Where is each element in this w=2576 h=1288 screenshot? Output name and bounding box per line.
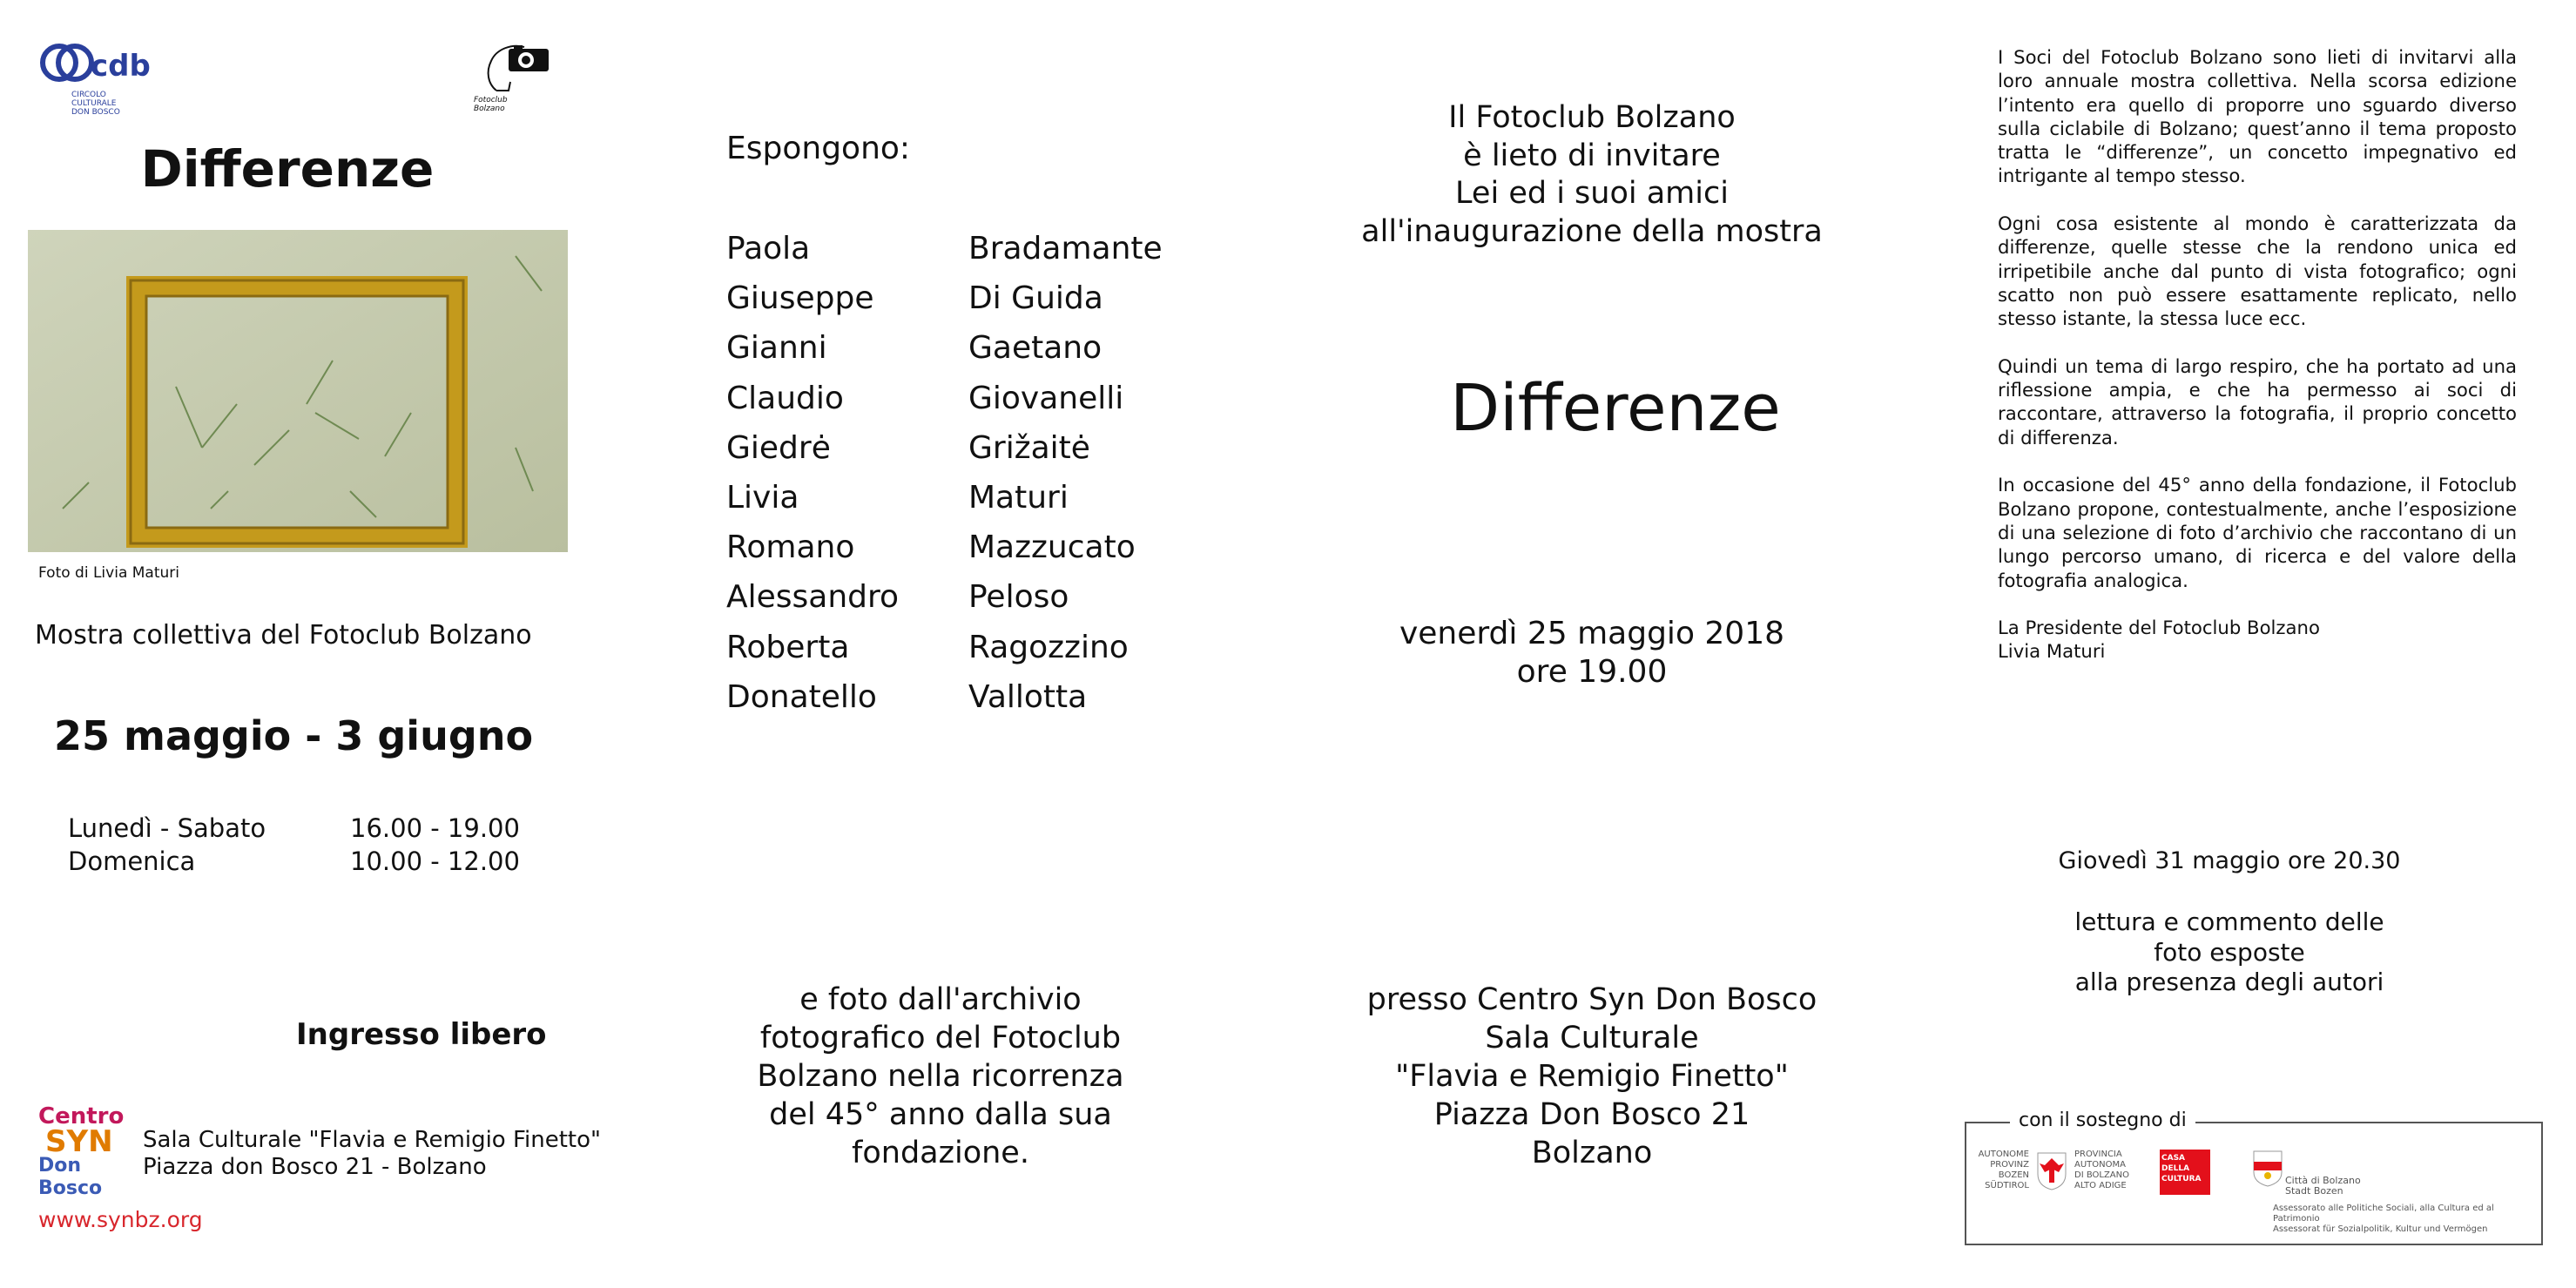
exhibitors-heading: Espongono: xyxy=(726,131,911,166)
venue-address: Piazza don Bosco 21 - Bolzano xyxy=(143,1154,487,1180)
sponsor-text-line: AUTONOMA xyxy=(2074,1160,2126,1170)
synbz-logo-line: Centro xyxy=(38,1103,125,1130)
exhibition-dates: 25 maggio - 3 giugno xyxy=(54,712,534,759)
exhibitor-last-name: Ragozzino xyxy=(968,629,1129,665)
sponsor-text-line: PROVINCIA xyxy=(2074,1150,2122,1159)
reading-event-line: lettura e commento delle xyxy=(2074,907,2384,936)
archive-note-line: Bolzano nella ricorrenza xyxy=(757,1059,1124,1094)
fotoclub-head-camera-icon xyxy=(470,40,557,94)
cdb-ring-right xyxy=(56,44,94,82)
exhibitor-first-name: Alessandro xyxy=(726,579,900,616)
cover-photo-frame-in-sand xyxy=(28,230,568,552)
exhibitor-first-names xyxy=(726,230,900,715)
president-letter xyxy=(1998,45,2517,664)
circolo-culturale-logo xyxy=(37,40,151,117)
sponsor-text-line: CASA xyxy=(2161,1154,2186,1163)
synbz-logo-line: Don Bosco xyxy=(38,1155,103,1199)
sponsors-box xyxy=(1965,1122,2543,1245)
archive-note-line: fotografico del Fotoclub xyxy=(759,1021,1122,1055)
signature-title: La Presidente del Fotoclub Bolzano xyxy=(1998,617,2320,639)
exhibitor-first-name: Romano xyxy=(726,529,855,566)
reading-event-date: Giovedì 31 maggio ore 20.30 xyxy=(2058,847,2401,874)
letter-paragraph: Ogni cosa esistente al mondo è caratterizzata da differenze, quelle stesse che la rendono unica ed irripetibile anche dal punto di vista fotografico; ogni scatto non può essere esattamente replicato, nello stesso istante, la stessa luce ecc. xyxy=(1998,212,2517,330)
exhibitor-last-name: Bradamante xyxy=(968,231,1163,266)
sponsor-text-line: CULTURA xyxy=(2161,1175,2202,1183)
free-entry-label: Ingresso libero xyxy=(296,1017,547,1052)
photo-caption: Foto di Livia Maturi xyxy=(38,564,179,582)
sponsor-text-line: DI BOLZANO xyxy=(2074,1170,2129,1180)
sponsor-text-line: Assessorat für Sozialpolitik, Kultur und Vermögen xyxy=(2273,1224,2488,1234)
invitation-line: è lieto di invitare xyxy=(1463,138,1721,173)
centro-syn-don-bosco-logo xyxy=(38,1103,129,1199)
exhibition-subtitle: Mostra collettiva del Fotoclub Bolzano xyxy=(35,620,532,651)
cdb-text-line: DON BOSCO xyxy=(71,108,120,117)
cdb-text-line: CULTURALE xyxy=(71,99,117,108)
reading-event-line: alla presenza degli autori xyxy=(2074,968,2384,996)
exhibitor-last-name: Peloso xyxy=(968,579,1069,616)
exhibitor-first-name: Gianni xyxy=(726,330,827,367)
reading-event-description xyxy=(2003,907,2456,998)
invitation-title: Differenze xyxy=(1450,371,1781,446)
invitation-line: Lei ed i suoi amici xyxy=(1455,176,1729,211)
sponsor-text-line: PROVINZ xyxy=(1990,1160,2029,1170)
venue-block-line: "Flavia e Remigio Finetto" xyxy=(1395,1059,1789,1094)
exhibitor-first-name: Claudio xyxy=(726,380,844,416)
provincia-it-text xyxy=(2074,1150,2135,1191)
exhibitor-first-name: Giuseppe xyxy=(726,280,874,317)
frame-photo-image xyxy=(28,230,568,552)
fotoclub-text-line: Fotoclub xyxy=(474,96,508,105)
fotoclub-logo xyxy=(470,40,557,115)
reading-event-line: foto esposte xyxy=(2154,937,2305,967)
exhibitor-last-name: Gaetano xyxy=(968,330,1103,367)
cdb-logo-text xyxy=(71,91,120,117)
sponsor-text-line: Stadt Bozen xyxy=(2285,1185,2343,1197)
sponsor-text-line: BOZEN xyxy=(1998,1170,2029,1180)
exhibitor-last-name: Maturi xyxy=(968,479,1069,516)
sponsor-text-line: Città di Bolzano xyxy=(2285,1175,2361,1186)
venue-block-line: Sala Culturale xyxy=(1485,1021,1699,1055)
opening-time: ore 19.00 xyxy=(1516,654,1668,690)
letter-paragraph: Quindi un tema di largo respiro, che ha portato ad una riflessione ampia, e che ha permesso ai soci di raccontare, attraverso la fotografia, il proprio concetto di differenza. xyxy=(1998,354,2517,448)
opening-date: venerdì 25 maggio 2018 xyxy=(1399,616,1785,651)
synbz-logo-line: SYN xyxy=(45,1124,113,1159)
exhibitor-last-name: Di Guida xyxy=(968,280,1103,317)
cdb-letters: cdb xyxy=(91,49,151,84)
eagle-coat-of-arms-icon xyxy=(2034,1150,2069,1191)
sponsor-text-line: ALTO ADIGE xyxy=(2074,1181,2127,1190)
archive-note-line: fondazione. xyxy=(852,1136,1029,1170)
brochure-title: Differenze xyxy=(140,139,435,199)
exhibitor-last-names xyxy=(968,230,1163,715)
archive-note xyxy=(723,981,1158,1172)
archive-note-line: e foto dall'archivio xyxy=(799,982,1082,1017)
letter-paragraph: In occasione del 45° anno della fondazione, il Fotoclub Bolzano propone, contestualmente, anche l’esposizione di una selezione di foto d’archivio che raccontano di un lungo percorso umano, di ricerca e del valore della fotografia analogica. xyxy=(1998,474,2517,591)
hours-time: 16.00 - 19.00 xyxy=(350,813,520,843)
exhibitor-last-name: Grižaitė xyxy=(968,429,1090,466)
exhibitor-first-name: Paola xyxy=(726,231,811,266)
venue-line: Sala Culturale "Flavia e Remigio Finetto" xyxy=(143,1127,601,1153)
signature-name: Livia Maturi xyxy=(1998,640,2106,663)
venue-block-line: Bolzano xyxy=(1531,1136,1653,1170)
letter-paragraph: I Soci del Fotoclub Bolzano sono lieti di invitarvi alla loro annuale mostra collettiva. Nella scorsa edizione l’intento era quello di proporre uno sguardo diverso sulla ciclabile di Bolzano; quest’anno il tema proposto tratta le “differenze”, un concetto impegnativo ed intrigante al tempo stesso. xyxy=(1998,46,2517,187)
cdb-text-line: CIRCOLO xyxy=(71,91,106,99)
hours-day: Domenica xyxy=(68,846,196,876)
fotoclub-logo-text xyxy=(474,96,508,113)
sponsors-heading: con il sostegno di xyxy=(2010,1109,2195,1131)
website-link[interactable]: www.synbz.org xyxy=(38,1207,203,1232)
archive-note-line: del 45° anno dalla sua xyxy=(769,1097,1112,1132)
exhibitor-first-name: Donatello xyxy=(726,678,877,715)
assessorato-text xyxy=(2273,1204,2541,1235)
sponsor-text-line: Assessorato alle Politiche Sociali, alla Cultura ed al Patrimonio xyxy=(2273,1204,2494,1224)
venue-block-line: presso Centro Syn Don Bosco xyxy=(1366,982,1817,1017)
provincia-de-text xyxy=(1977,1150,2029,1191)
sponsor-text-line: DELLA xyxy=(2161,1164,2190,1173)
exhibitor-last-name: Giovanelli xyxy=(968,380,1124,416)
invitation-line: Il Fotoclub Bolzano xyxy=(1448,100,1736,135)
exhibitor-first-name: Roberta xyxy=(726,629,850,665)
venue-block-line: Piazza Don Bosco 21 xyxy=(1433,1097,1750,1132)
exhibitor-last-name: Mazzucato xyxy=(968,529,1136,566)
hours-time: 10.00 - 12.00 xyxy=(350,846,520,876)
sponsor-text-line: SÜDTIROL xyxy=(1985,1181,2029,1190)
exhibitor-first-name: Livia xyxy=(726,479,799,516)
casa-della-cultura-logo xyxy=(2160,1150,2210,1195)
invitation-line: all'inaugurazione della mostra xyxy=(1361,213,1823,249)
city-of-bolzano-text xyxy=(2285,1176,2361,1197)
opening-datetime xyxy=(1331,615,1853,691)
bolzano-city-shield-icon xyxy=(2252,1150,2283,1188)
exhibitor-last-name: Vallotta xyxy=(968,678,1088,715)
hours-day: Lunedì - Sabato xyxy=(68,813,266,843)
sponsor-text-line: AUTONOME xyxy=(1978,1150,2029,1159)
exhibitor-first-name: Giedrė xyxy=(726,429,831,466)
invitation-text xyxy=(1331,99,1853,251)
venue-block xyxy=(1331,981,1853,1172)
fotoclub-text-line: Bolzano xyxy=(474,105,505,113)
